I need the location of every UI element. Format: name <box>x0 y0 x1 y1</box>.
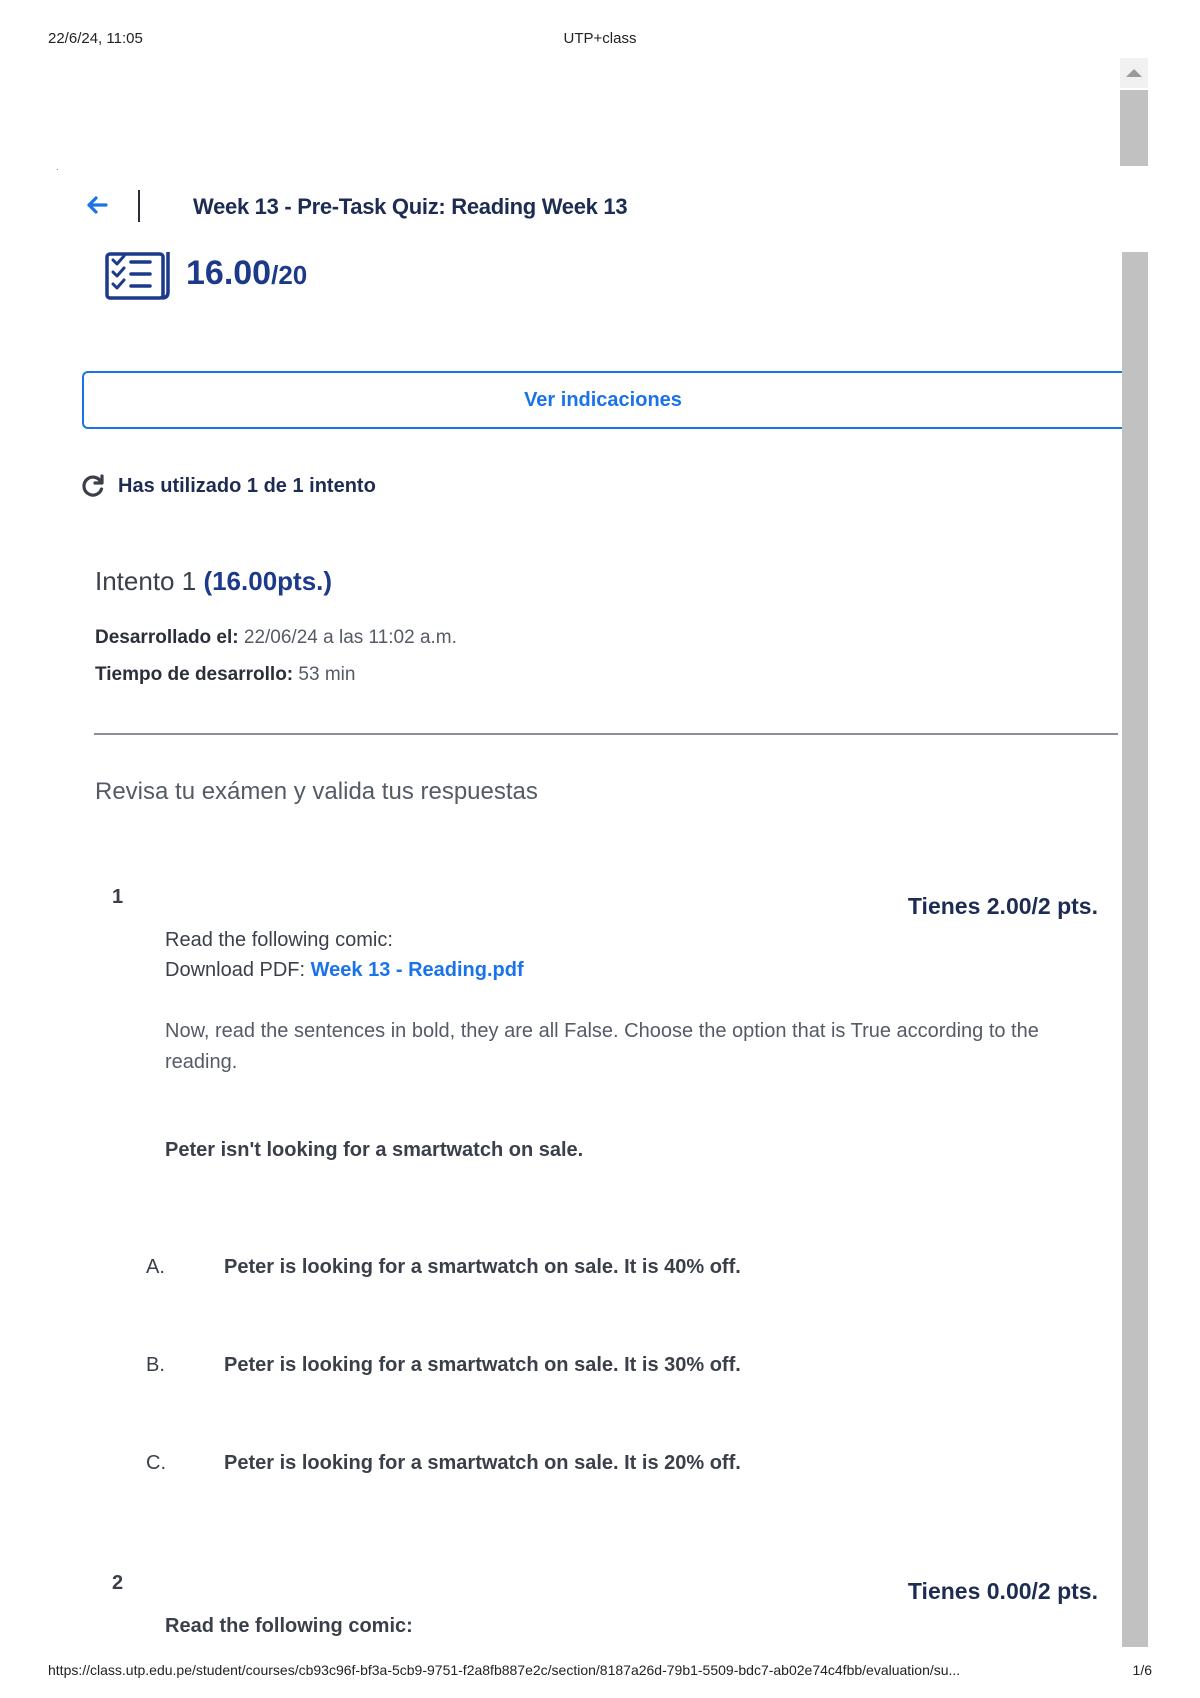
question-intro <box>165 1611 413 1641</box>
chevron-up-icon <box>1126 69 1142 77</box>
print-url: https://class.utp.edu.pe/student/courses/cb93c96f-bf3a-5cb9-9751-f2a8fb887e2c/section/8187a26d-79b1-5509-bdc7-ab02e74c4fbb/evaluation/su... <box>48 1662 961 1678</box>
attempts-info <box>80 472 376 500</box>
refresh-icon <box>80 473 106 499</box>
answer-option-b[interactable] <box>146 1350 741 1380</box>
download-label: Download PDF: <box>165 959 306 981</box>
download-row <box>165 955 524 985</box>
option-letter: B. <box>146 1353 165 1376</box>
question-intro-text: Read the following comic: <box>165 1615 413 1637</box>
option-letter: A. <box>146 1255 165 1278</box>
attempt-points: (16.00pts.) <box>203 566 333 596</box>
question-score: Tienes 2.00/2 pts. <box>907 893 1098 919</box>
question-statement: Peter isn't looking for a smartwatch on sale. <box>165 1139 584 1161</box>
checklist-icon <box>104 250 176 304</box>
developed-date <box>95 627 457 649</box>
development-time <box>95 664 355 686</box>
option-text: Peter is looking for a smartwatch on sale. It is 40% off. <box>224 1255 741 1278</box>
stray-dot: . <box>56 162 59 173</box>
time-value: 53 min <box>298 664 356 685</box>
question-intro <box>165 925 524 985</box>
time-label: Tiempo de desarrollo: <box>95 664 294 685</box>
download-pdf-link[interactable]: Week 13 - Reading.pdf <box>310 959 524 981</box>
attempt-label: Intento 1 <box>95 566 197 596</box>
review-title: Revisa tu exámen y valida tus respuestas <box>95 778 538 805</box>
question-score: Tienes 0.00/2 pts. <box>907 1578 1098 1604</box>
print-site-name: UTP+class <box>563 30 637 47</box>
attempts-text: Has utilizado 1 de 1 intento <box>118 474 376 497</box>
option-text: Peter is looking for a smartwatch on sale. It is 30% off. <box>224 1353 741 1376</box>
question-number: 2 <box>112 1572 124 1594</box>
question-intro-text: Read the following comic: <box>165 929 393 951</box>
developed-label: Desarrollado el: <box>95 627 239 648</box>
option-text: Peter is looking for a smartwatch on sale. It is 20% off. <box>224 1451 741 1474</box>
scrollbar-thumb-inner[interactable] <box>1122 252 1148 1647</box>
question-number: 1 <box>112 886 124 908</box>
scrollbar-thumb-outer[interactable] <box>1120 90 1148 166</box>
answer-option-a[interactable] <box>146 1252 741 1282</box>
print-datetime: 22/6/24, 11:05 <box>48 30 143 47</box>
section-divider <box>94 733 1118 735</box>
attempt-heading <box>95 566 332 597</box>
question-instruction: Now, read the sentences in bold, they are all False. Choose the option that is True according to the reading. <box>165 1020 1039 1073</box>
option-letter: C. <box>146 1451 166 1474</box>
score-value: 16.00 <box>186 254 272 292</box>
back-arrow-icon[interactable] <box>84 192 110 218</box>
score-max: /20 <box>271 260 308 290</box>
score-display <box>186 254 307 293</box>
quiz-title: Week 13 - Pre-Task Quiz: Reading Week 13 <box>193 194 628 219</box>
developed-value: 22/06/24 a las 11:02 a.m. <box>243 627 457 648</box>
scrollbar-up-button[interactable] <box>1120 58 1148 88</box>
print-page-number: 1/6 <box>1132 1662 1152 1678</box>
answer-option-c[interactable] <box>146 1448 741 1478</box>
header-divider <box>138 190 140 222</box>
view-instructions-button[interactable]: Ver indicaciones <box>82 371 1122 429</box>
print-footer <box>48 1662 1152 1682</box>
print-header <box>48 30 1152 50</box>
